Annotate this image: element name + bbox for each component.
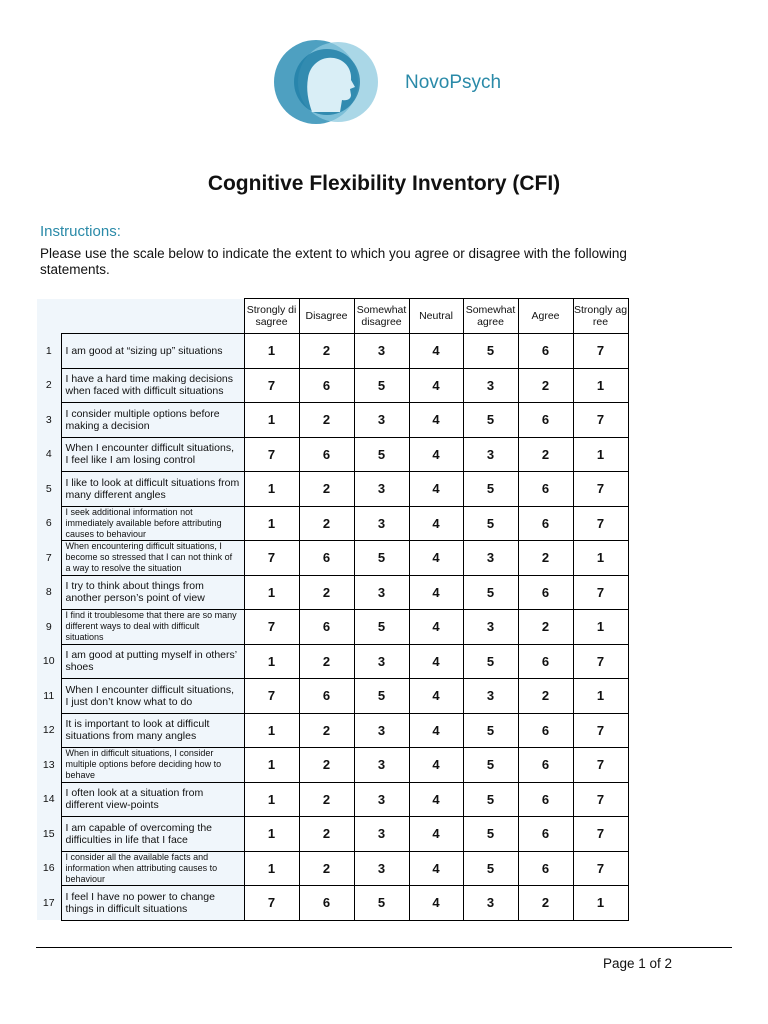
score-option[interactable]: 3	[354, 817, 409, 852]
score-option[interactable]: 6	[518, 713, 573, 748]
score-option[interactable]: 7	[573, 851, 628, 886]
score-option[interactable]: 2	[299, 748, 354, 783]
header-spacer	[61, 299, 244, 334]
score-option[interactable]: 1	[244, 575, 299, 610]
score-option[interactable]: 2	[299, 817, 354, 852]
score-option[interactable]: 6	[518, 782, 573, 817]
score-option[interactable]: 1	[573, 541, 628, 576]
score-option[interactable]: 5	[354, 368, 409, 403]
score-option[interactable]: 7	[573, 472, 628, 507]
cfi-scale-table	[37, 298, 629, 921]
score-option[interactable]: 3	[354, 506, 409, 541]
scale-header: Strongly agree	[573, 299, 628, 334]
score-option[interactable]: 1	[244, 334, 299, 369]
score-option[interactable]: 1	[573, 368, 628, 403]
item-statement: I feel I have no power to change things in difficult situations	[61, 886, 244, 921]
score-option[interactable]: 7	[573, 817, 628, 852]
item-number: 1	[37, 334, 61, 369]
score-option[interactable]: 2	[299, 851, 354, 886]
score-option[interactable]: 7	[244, 541, 299, 576]
score-option[interactable]: 3	[354, 851, 409, 886]
instructions-text: Please use the scale below to indicate the extent to which you agree or disagree with the following statements.	[40, 246, 627, 277]
score-option[interactable]: 6	[518, 817, 573, 852]
score-option[interactable]: 7	[573, 506, 628, 541]
item-number: 6	[37, 506, 61, 541]
score-option[interactable]: 7	[573, 644, 628, 679]
table-row	[37, 713, 628, 748]
score-option[interactable]: 2	[299, 334, 354, 369]
score-option[interactable]: 6	[299, 679, 354, 714]
score-option[interactable]: 2	[299, 782, 354, 817]
score-option[interactable]: 3	[463, 368, 518, 403]
score-option[interactable]: 6	[518, 748, 573, 783]
score-option[interactable]: 2	[299, 472, 354, 507]
score-option[interactable]: 3	[463, 437, 518, 472]
score-option[interactable]: 1	[244, 472, 299, 507]
novopsych-logo-icon	[272, 34, 380, 130]
score-option[interactable]: 7	[573, 748, 628, 783]
page-title: Cognitive Flexibility Inventory (CFI)	[207, 172, 561, 195]
item-statement: I try to think about things from another person’s point of view	[61, 575, 244, 610]
table-row	[37, 886, 628, 921]
item-statement: I consider multiple options before making a decision	[61, 403, 244, 438]
score-option[interactable]: 5	[463, 644, 518, 679]
score-option[interactable]: 4	[409, 679, 463, 714]
table-row	[37, 610, 628, 645]
table-row	[37, 817, 628, 852]
item-statement: I seek additional information not immediately available before attributing causes to behaviour	[61, 506, 244, 541]
score-option[interactable]: 7	[573, 782, 628, 817]
score-option[interactable]: 3	[354, 748, 409, 783]
score-option[interactable]: 4	[409, 748, 463, 783]
item-statement: I am good at “sizing up” situations	[61, 334, 244, 369]
score-option[interactable]: 5	[463, 334, 518, 369]
item-number: 5	[37, 472, 61, 507]
item-statement: When encountering difficult situations, I become so stressed that I can not think of a way to resolve the situation	[61, 541, 244, 576]
score-option[interactable]: 1	[244, 506, 299, 541]
score-option[interactable]: 4	[409, 610, 463, 645]
score-option[interactable]: 5	[463, 782, 518, 817]
scale-header: Strongly disagree	[244, 299, 299, 334]
score-option[interactable]: 4	[409, 782, 463, 817]
score-option[interactable]: 3	[354, 403, 409, 438]
score-option[interactable]: 4	[409, 403, 463, 438]
table-row	[37, 403, 628, 438]
score-option[interactable]: 1	[244, 817, 299, 852]
item-statement: I find it troublesome that there are so many different ways to deal with difficult situations	[61, 610, 244, 645]
score-option[interactable]: 6	[299, 437, 354, 472]
score-option[interactable]: 3	[463, 886, 518, 921]
score-option[interactable]: 2	[518, 437, 573, 472]
score-option[interactable]: 2	[518, 368, 573, 403]
score-option[interactable]: 3	[463, 679, 518, 714]
table-row	[37, 644, 628, 679]
score-option[interactable]: 4	[409, 541, 463, 576]
score-option[interactable]: 6	[299, 368, 354, 403]
scale-header: Somewhat disagree	[354, 299, 409, 334]
item-statement: I consider all the available facts and information when attributing causes to behaviour	[61, 851, 244, 886]
item-statement: I often look at a situation from different view-points	[61, 782, 244, 817]
score-option[interactable]: 7	[573, 403, 628, 438]
brand-name: NovoPsych	[405, 72, 502, 93]
score-option[interactable]: 7	[244, 368, 299, 403]
score-option[interactable]: 2	[299, 403, 354, 438]
table-row	[37, 472, 628, 507]
score-option[interactable]: 1	[244, 644, 299, 679]
item-statement: I am good at putting myself in others’ shoes	[61, 644, 244, 679]
item-statement: When I encounter difficult situations, I feel like I am losing control	[61, 437, 244, 472]
score-option[interactable]: 6	[299, 886, 354, 921]
score-option[interactable]: 2	[518, 679, 573, 714]
scale-header: Disagree	[299, 299, 354, 334]
score-option[interactable]: 1	[573, 610, 628, 645]
table-row	[37, 437, 628, 472]
score-option[interactable]: 2	[518, 610, 573, 645]
scale-header: Somewhat agree	[463, 299, 518, 334]
score-option[interactable]: 5	[463, 472, 518, 507]
score-option[interactable]: 6	[518, 851, 573, 886]
item-statement: It is important to look at difficult situations from many angles	[61, 713, 244, 748]
item-number: 15	[37, 817, 61, 852]
item-statement: When in difficult situations, I consider multiple options before deciding how to behave	[61, 748, 244, 783]
score-option[interactable]: 1	[573, 437, 628, 472]
score-option[interactable]: 2	[518, 886, 573, 921]
score-option[interactable]: 5	[354, 541, 409, 576]
item-number: 16	[37, 851, 61, 886]
instructions-heading: Instructions:	[40, 223, 121, 240]
score-option[interactable]: 6	[518, 575, 573, 610]
score-option[interactable]: 5	[354, 679, 409, 714]
footer-divider	[36, 947, 732, 948]
table-row	[37, 679, 628, 714]
score-option[interactable]: 3	[354, 472, 409, 507]
score-option[interactable]: 7	[244, 610, 299, 645]
item-statement: When I encounter difficult situations, I just don’t know what to do	[61, 679, 244, 714]
score-option[interactable]: 7	[573, 713, 628, 748]
score-option[interactable]: 2	[299, 506, 354, 541]
table-row	[37, 506, 628, 541]
score-option[interactable]: 1	[244, 713, 299, 748]
score-option[interactable]: 4	[409, 713, 463, 748]
item-number: 2	[37, 368, 61, 403]
score-option[interactable]: 2	[299, 644, 354, 679]
score-option[interactable]: 6	[518, 334, 573, 369]
score-option[interactable]: 5	[354, 610, 409, 645]
score-option[interactable]: 5	[463, 506, 518, 541]
score-option[interactable]: 1	[244, 748, 299, 783]
item-number: 14	[37, 782, 61, 817]
score-option[interactable]: 6	[299, 610, 354, 645]
score-option[interactable]: 5	[463, 748, 518, 783]
score-option[interactable]: 6	[299, 541, 354, 576]
item-number: 8	[37, 575, 61, 610]
score-option[interactable]: 4	[409, 644, 463, 679]
item-statement: I have a hard time making decisions when faced with difficult situations	[61, 368, 244, 403]
score-option[interactable]: 7	[244, 679, 299, 714]
score-option[interactable]: 4	[409, 437, 463, 472]
score-option[interactable]: 7	[573, 334, 628, 369]
score-option[interactable]: 5	[463, 851, 518, 886]
score-option[interactable]: 6	[518, 472, 573, 507]
score-option[interactable]: 4	[409, 506, 463, 541]
score-option[interactable]: 1	[573, 886, 628, 921]
scale-header: Agree	[518, 299, 573, 334]
page-number: Page 1 of 2	[603, 956, 673, 971]
scale-header: Neutral	[409, 299, 463, 334]
header-spacer	[37, 299, 61, 334]
score-option[interactable]: 4	[409, 817, 463, 852]
score-option[interactable]: 7	[244, 886, 299, 921]
score-option[interactable]: 6	[518, 506, 573, 541]
score-option[interactable]: 5	[463, 713, 518, 748]
table-row	[37, 368, 628, 403]
score-option[interactable]: 2	[299, 575, 354, 610]
item-number: 9	[37, 610, 61, 645]
score-option[interactable]: 2	[299, 713, 354, 748]
score-option[interactable]: 1	[244, 403, 299, 438]
score-option[interactable]: 3	[463, 610, 518, 645]
score-option[interactable]: 5	[354, 437, 409, 472]
score-option[interactable]: 7	[573, 575, 628, 610]
item-number: 13	[37, 748, 61, 783]
score-option[interactable]: 4	[409, 472, 463, 507]
score-option[interactable]: 1	[244, 782, 299, 817]
score-option[interactable]: 3	[354, 782, 409, 817]
score-option[interactable]: 3	[354, 644, 409, 679]
score-option[interactable]: 4	[409, 851, 463, 886]
table-row	[37, 334, 628, 369]
score-option[interactable]: 3	[354, 713, 409, 748]
item-number: 10	[37, 644, 61, 679]
score-option[interactable]: 4	[409, 886, 463, 921]
item-number: 17	[37, 886, 61, 921]
score-option[interactable]: 1	[244, 851, 299, 886]
table-row	[37, 575, 628, 610]
score-option[interactable]: 5	[463, 575, 518, 610]
table-row	[37, 782, 628, 817]
score-option[interactable]: 5	[354, 886, 409, 921]
score-option[interactable]: 1	[573, 679, 628, 714]
table-row	[37, 851, 628, 886]
score-option[interactable]: 4	[409, 334, 463, 369]
score-option[interactable]: 4	[409, 368, 463, 403]
item-number: 3	[37, 403, 61, 438]
score-option[interactable]: 7	[244, 437, 299, 472]
score-option[interactable]: 3	[354, 334, 409, 369]
score-option[interactable]: 3	[463, 541, 518, 576]
score-option[interactable]: 6	[518, 644, 573, 679]
item-number: 11	[37, 679, 61, 714]
item-number: 7	[37, 541, 61, 576]
scale-header-row	[37, 299, 628, 334]
score-option[interactable]: 5	[463, 817, 518, 852]
score-option[interactable]: 5	[463, 403, 518, 438]
score-option[interactable]: 4	[409, 575, 463, 610]
score-option[interactable]: 6	[518, 403, 573, 438]
item-statement: I like to look at difficult situations from many different angles	[61, 472, 244, 507]
item-number: 4	[37, 437, 61, 472]
table-row	[37, 748, 628, 783]
score-option[interactable]: 2	[518, 541, 573, 576]
table-row	[37, 541, 628, 576]
item-statement: I am capable of overcoming the difficulties in life that I face	[61, 817, 244, 852]
score-option[interactable]: 3	[354, 575, 409, 610]
item-number: 12	[37, 713, 61, 748]
